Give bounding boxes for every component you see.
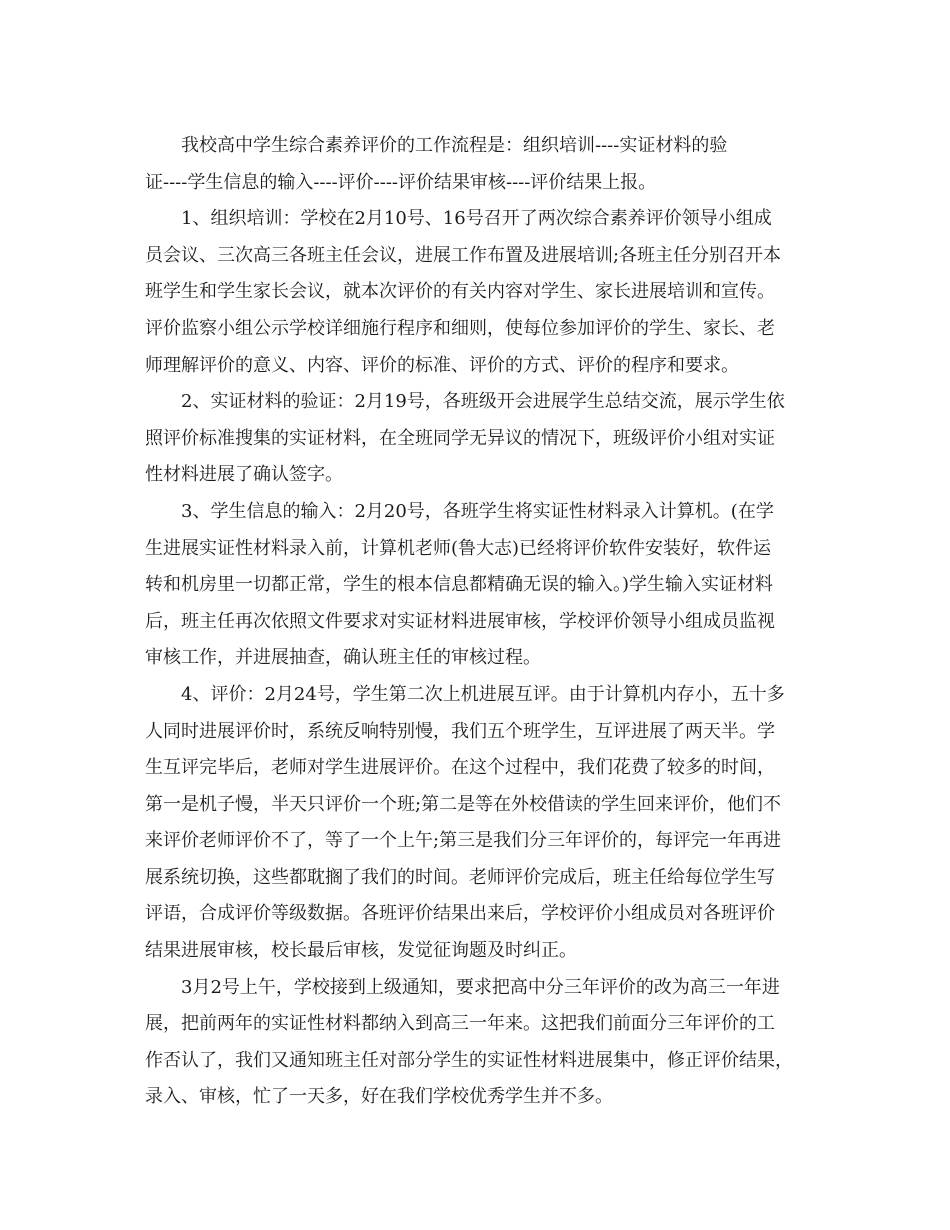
text-line: 展系统切换，这些都耽搁了我们的时间。老师评价完成后，班主任给每位学生写 bbox=[145, 866, 775, 888]
text-line: 生进展实证性材料录入前，计算机老师(鲁大志)已经将评价软件安装好，软件运 bbox=[145, 537, 772, 559]
text-line: 证----学生信息的输入----评价----评价结果审核----评价结果上报。 bbox=[145, 171, 657, 193]
document-body bbox=[145, 128, 810, 1116]
text-line: 评价监察小组公示学校详细施行程序和细则，使每位参加评价的学生、家长、老 bbox=[145, 317, 775, 339]
text-line: 结果进展审核，校长最后审核，发觉征询题及时纠正。 bbox=[145, 940, 577, 962]
text-line: 人同时进展评价时，系统反响特别慢，我们五个班学生，互评进展了两天半。学 bbox=[145, 720, 775, 742]
text-line: 4、评价：2月24号，学生第二次上机进展互评。由于计算机内存小，五十多 bbox=[181, 683, 785, 705]
text-line: 2、实证材料的验证：2月19号，各班级开会进展学生总结交流，展示学生依 bbox=[181, 391, 785, 413]
text-line: 来评价老师评价不了，等了一个上午;第三是我们分三年评价的，每评完一年再进 bbox=[145, 830, 782, 852]
text-line: 师理解评价的意义、内容、评价的标准、评价的方式、评价的程序和要求。 bbox=[145, 354, 739, 376]
text-line: 生互评完毕后，老师对学生进展评价。在这个过程中，我们花费了较多的时间， bbox=[145, 757, 775, 779]
text-line: 3月2号上午，学校接到上级通知，要求把高中分三年评价的改为高三一年进 bbox=[181, 976, 780, 998]
text-line: 3、学生信息的输入：2月20号，各班学生将实证性材料录入计算机。(在学 bbox=[181, 500, 774, 522]
text-line: 我校高中学生综合素养评价的工作流程是：组织培训----实证材料的验 bbox=[181, 135, 728, 156]
paragraph-evidence-verification bbox=[145, 384, 810, 494]
text-line: 展，把前两年的实证性材料都纳入到高三一年来。这把我们前面分三年评价的工 bbox=[145, 1013, 775, 1035]
text-line: 员会议、三次高三各班主任会议，进展工作布置及进展培训;各班主任分别召开本 bbox=[145, 244, 782, 266]
paragraph-organize-training bbox=[145, 201, 810, 384]
text-line: 录入、审核，忙了一天多，好在我们学校优秀学生并不多。 bbox=[145, 1086, 613, 1108]
text-line: 作否认了，我们又通知班主任对部分学生的实证性材料进展集中，修正评价结果， bbox=[145, 1049, 793, 1071]
paragraph-student-info-input bbox=[145, 494, 810, 677]
text-line: 班学生和学生家长会议，就本次评价的有关内容对学生、家长进展培训和宣传。 bbox=[145, 281, 775, 303]
text-line: 照评价标准搜集的实证材料，在全班同学无异议的情况下，班级评价小组对实证 bbox=[145, 427, 775, 449]
paragraph-evaluation bbox=[145, 677, 810, 970]
text-line: 审核工作，并进展抽查，确认班主任的审核过程。 bbox=[145, 647, 541, 669]
text-line: 第一是机子慢，半天只评价一个班;第二是等在外校借读的学生回来评价，他们不 bbox=[145, 793, 782, 815]
paragraph-march-notice bbox=[145, 970, 810, 1116]
text-line: 转和机房里一切都正常，学生的根本信息都精确无误的输入。)学生输入实证材料 bbox=[145, 574, 774, 596]
text-line: 后，班主任再次依照文件要求对实证材料进展审核，学校评价领导小组成员监视 bbox=[145, 610, 775, 632]
text-line: 评语，合成评价等级数据。各班评价结果出来后，学校评价小组成员对各班评价 bbox=[145, 903, 775, 925]
text-line: 1、组织培训：学校在2月10号、16号召开了两次综合素养评价领导小组成 bbox=[181, 208, 772, 230]
intro-paragraph bbox=[145, 128, 810, 201]
text-line: 性材料进展了确认签字。 bbox=[145, 464, 343, 486]
